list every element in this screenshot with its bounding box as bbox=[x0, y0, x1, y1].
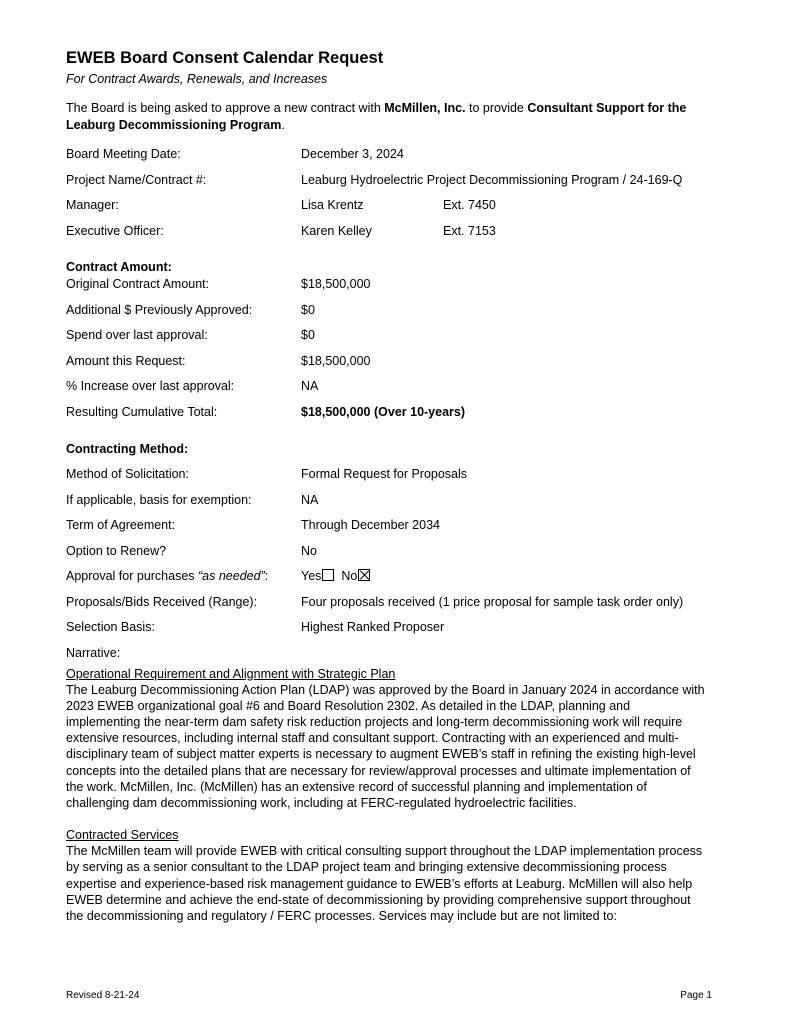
contract-purpose: Consultant Support for the Leaburg Decommissioning Program bbox=[66, 101, 687, 132]
operational-heading: Operational Requirement and Alignment with Strategic Plan bbox=[66, 666, 396, 681]
page-subtitle: For Contract Awards, Renewals, and Increases bbox=[66, 72, 328, 86]
term-row: Term of Agreement: Through December 2034 bbox=[66, 518, 440, 532]
renew-row: Option to Renew? No bbox=[66, 543, 317, 558]
manager-name: Lisa Krentz bbox=[301, 198, 364, 212]
meeting-info bbox=[66, 146, 736, 248]
exec-officer-ext: Ext. 7153 bbox=[443, 223, 496, 238]
manager-row: Manager: Lisa Krentz Ext. 7450 bbox=[66, 197, 736, 223]
contract-amount-section bbox=[66, 276, 736, 429]
document-page bbox=[66, 48, 736, 924]
selection-row: Selection Basis: Highest Ranked Proposer bbox=[66, 620, 445, 634]
meeting-date-row: Board Meeting Date: December 3, 2024 bbox=[66, 146, 736, 172]
previously-approved-row: Additional $ Previously Approved: $0 bbox=[66, 302, 315, 317]
as-needed-row: Approval for purchases “as needed”: Yes No bbox=[66, 568, 736, 594]
page-title: EWEB Board Consent Calendar Request bbox=[66, 49, 384, 67]
contracting-method-section bbox=[66, 466, 736, 666]
project-name-value: Leaburg Hydroelectric Project Decommissioning Program / 24-169-Q bbox=[301, 172, 683, 187]
project-name-row: Project Name/Contract #: Leaburg Hydroelectric Project Decommissioning Program / 24-169-Q bbox=[66, 172, 736, 198]
page-number: Page 1 bbox=[680, 990, 712, 1001]
contract-amount-heading: Contract Amount: bbox=[66, 260, 172, 274]
request-amount-row: Amount this Request: $18,500,000 bbox=[66, 353, 371, 368]
solicitation-row: Method of Solicitation: Formal Request for Proposals bbox=[66, 467, 468, 481]
contracted-services-heading: Contracted Services bbox=[66, 828, 179, 843]
original-amount-row: Original Contract Amount: $18,500,000 bbox=[66, 277, 371, 291]
increase-row: % Increase over last approval: NA bbox=[66, 379, 319, 393]
spend-row: Spend over last approval: $0 bbox=[66, 328, 315, 342]
cumulative-total-row: Resulting Cumulative Total: $18,500,000 (Over 10-years) bbox=[66, 404, 736, 430]
exemption-row: If applicable, basis for exemption: NA bbox=[66, 492, 319, 507]
narrative-row bbox=[66, 645, 736, 666]
exec-officer-row: Executive Officer: Karen Kelley Ext. 7153 bbox=[66, 223, 736, 249]
meeting-date-value: December 3, 2024 bbox=[301, 147, 404, 161]
contractor-name: McMillen, Inc. bbox=[384, 101, 466, 115]
manager-ext: Ext. 7450 bbox=[443, 198, 496, 212]
no-label: No bbox=[341, 569, 358, 583]
cumulative-total-value: $18,500,000 (Over 10-years) bbox=[301, 404, 466, 419]
exec-officer-name: Karen Kelley bbox=[301, 223, 372, 238]
intro-paragraph: The Board is being asked to approve a new contract with McMillen, Inc. to provide Consultant Support for the Leaburg Decommissioning Program. bbox=[66, 101, 687, 132]
yes-checkbox[interactable] bbox=[322, 569, 334, 581]
operational-paragraph: The Leaburg Decommissioning Action Plan (LDAP) was approved by the Board in January 2024 in accordance with 2023 EWEB organizational goal #6 and Board Resolution 2302. As detailed in the LDAP, planning and implementing the near-term dam safety risk reduction projects and long-term decommissioning work will require extensive resources, including internal staff and consultant support. Contracting with an experienced and multi- disciplinary team of subject matter experts is necessary to augment EWEB’s staff in refining the existing high-level concepts into the detailed plans that are necessary for review/approval processes and ultimate implementation of the work. McMillen, Inc. (McMillen) has an extensive record of successful planning and implementation of challenging dam decommissioning work, including at FERC-regulated hydroelectric facilities. bbox=[66, 682, 705, 810]
revised-date: Revised 8-21-24 bbox=[66, 990, 140, 1001]
yes-label: Yes bbox=[301, 569, 322, 583]
contracted-services-paragraph: The McMillen team will provide EWEB with critical consulting support throughout the LDAP implementation process by serving as a senior consultant to the LDAP project team and bringing extensive decommissioning process expertise and experience-based risk management guidance to EWEB’s efforts at Leaburg. McMillen will also help EWEB determine and achieve the end-state of decommissioning by providing comprehensive support throughout the decommissioning and regulatory / FERC processes. Services may include but are not limited to: bbox=[66, 844, 703, 923]
narrative-label: Narrative: bbox=[66, 645, 121, 660]
contracting-method-heading: Contracting Method: bbox=[66, 442, 189, 456]
no-checkbox-checked[interactable] bbox=[358, 569, 370, 581]
page-footer bbox=[66, 990, 712, 1001]
proposals-row: Proposals/Bids Received (Range): Four proposals received (1 price proposal for sample task order only) bbox=[66, 594, 684, 609]
